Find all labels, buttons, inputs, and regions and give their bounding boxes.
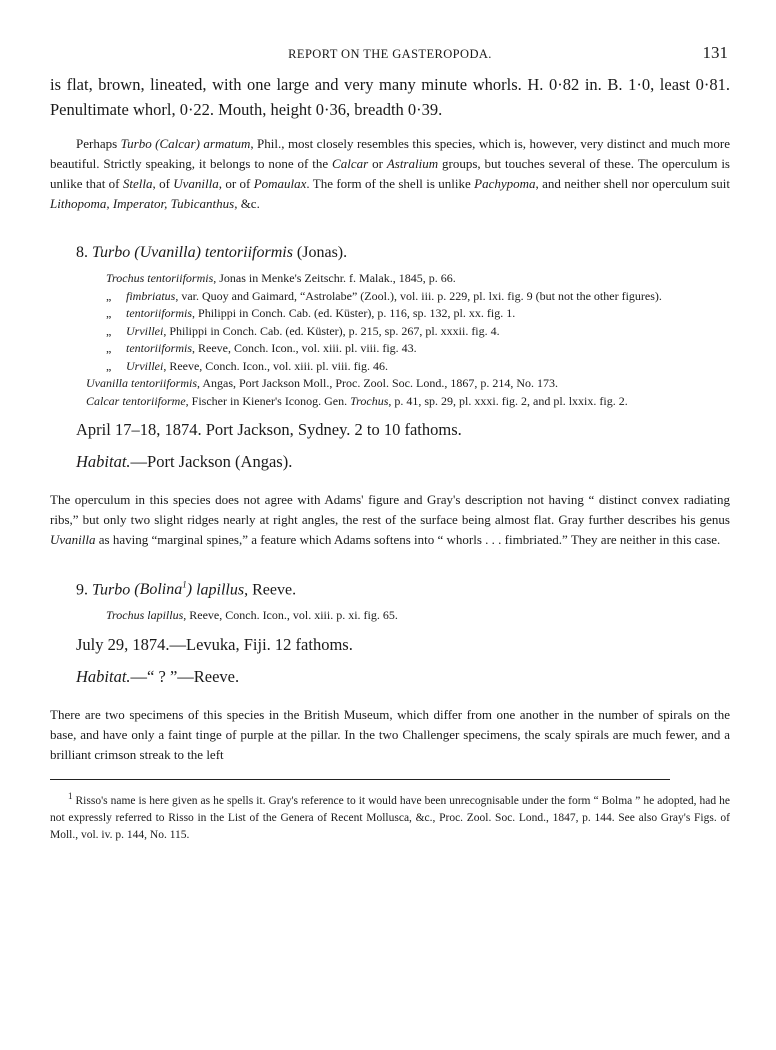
species-8-paragraph: The operculum in this species does not agree with Adams' figure and Gray's description not having “ distinct convex radiating ribs,” but only two slight ridges nearly at right angles, the rest of the surface being almost flat. Gray further describes his genus Uvanilla as having “marginal spines,” a feature which Adams softens into “ whorls . . . fimbriated.” They are neither in this case.	[50, 492, 730, 547]
reference-line: Trochus lapillus, Reeve, Conch. Icon., vol. xiii. p. xi. fig. 65.	[106, 608, 398, 623]
species-9-station: July 29, 1874.—Levuka, Fiji. 12 fathoms.	[76, 634, 353, 654]
reference-line: Calcar tentoriiforme, Fischer in Kiener's Iconog. Gen. Trochus, p. 41, sp. 29, pl. xxxi. fig. 2, and pl. lxxix. fig. 2.	[86, 393, 628, 408]
running-title: REPORT ON THE GASTEROPODA.	[288, 47, 492, 61]
species-8-station: April 17–18, 1874. Port Jackson, Sydney. 2 to 10 fathoms.	[76, 420, 462, 439]
species-9-references	[106, 607, 730, 625]
note-paragraph: Perhaps Turbo (Calcar) armatum, Phil., most closely resembles this species, which is, however, very distinct and much more beautiful. Strictly speaking, it belongs to none of the Calcar or Astralium groups, but touches several of these. The operculum is unlike that of Stella, of Uvanilla, or of Pomaulax. The form of the shell is unlike Pachypoma, and neither shell nor operculum suit Lithopoma, Imperator, Tubicanthus, &c.	[50, 136, 730, 211]
reference-line: „ tentoriiformis, Philippi in Conch. Cab. (ed. Küster), p. 116, sp. 132, pl. xx. fig. 1.	[106, 306, 516, 320]
footnote-divider	[50, 779, 670, 780]
page-number: 131	[702, 43, 728, 62]
species-9-habitat: Habitat.—“ ? ”—Reeve.	[76, 666, 240, 686]
species-9-heading: 9. Turbo (Bolina$^1$) lapillus, Reeve.	[76, 580, 297, 599]
species-8-habitat: Habitat.—Port Jackson (Angas).	[76, 452, 293, 471]
reference-line: Uvanilla tentoriiformis, Angas, Port Jackson Moll., Proc. Zool. Soc. Lond., 1867, p. 214, No. 173.	[86, 376, 558, 390]
intro-line: is flat, brown, lineated, with one large and very many minute whorls. H. 0·82 in. B. 1·0, least 0·81. Penultimate whorl, 0·22. Mouth, height 0·36, breadth 0·39.	[50, 75, 730, 119]
page-header	[50, 40, 730, 68]
reference-line: „ tentoriiformis, Reeve, Conch. Icon., vol. xiii. pl. viii. fig. 43.	[106, 341, 417, 355]
reference-line: „ Urvillei, Reeve, Conch. Icon., vol. xiii. pl. viii. fig. 46.	[106, 358, 388, 373]
species-8-heading: 8. Turbo (Uvanilla) tentoriiformis (Jonas).	[76, 244, 348, 261]
reference-line: „ Urvillei, Philippi in Conch. Cab. (ed. Küster), p. 215, sp. 267, pl. xxxii. fig. 4.	[106, 323, 500, 338]
species-8-references	[86, 270, 730, 410]
footnote-marker: 1	[182, 580, 187, 590]
page	[50, 40, 730, 844]
reference-line: Trochus tentoriiformis, Jonas in Menke's Zeitschr. f. Malak., 1845, p. 66.	[106, 271, 456, 285]
reference-line: „ fimbriatus, var. Quoy and Gaimard, “Astrolabe” (Zool.), vol. iii. p. 229, pl. lxi. fig. 9 (but not the other figures).	[106, 288, 662, 303]
species-9-paragraph: There are two specimens of this species in the British Museum, which differ from one another in the number of spirals on the base, and have only a faint tinge of purple at the pillar. In the two Challenger specimens, the scaly spirals are much fewer, and a brilliant crimson streak to the left	[50, 706, 730, 762]
footnote: $^1$ Risso's name is here given as he spells it. Gray's reference to it would have been unrecognisable under the form “ Bolma ” he adopted, had he not expressly referred to Risso in the List of the Genera of Recent Mollusca, &c., Proc. Zool. Soc. Lond., 1847, p. 144. See also Gray's Figs. of Moll., vol. iv. p. 144, No. 115.	[50, 790, 730, 841]
